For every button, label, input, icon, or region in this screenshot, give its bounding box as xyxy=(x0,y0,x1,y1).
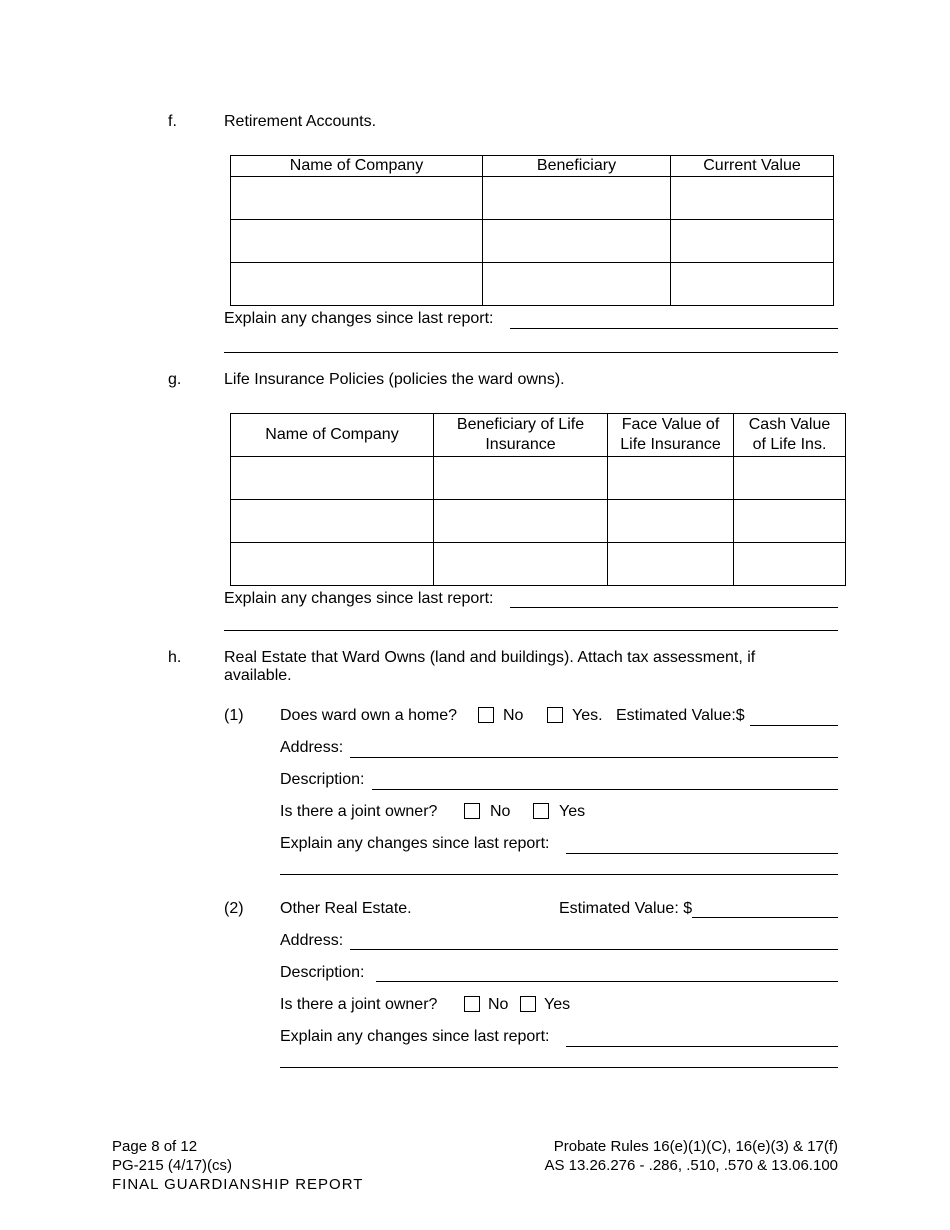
table-cell[interactable] xyxy=(231,457,434,500)
other-joint-no-checkbox[interactable] xyxy=(464,996,480,1012)
section-f-explain-label: Explain any changes since last report: xyxy=(224,310,494,327)
other-joint-no-label: No xyxy=(488,996,509,1013)
section-g-explain-label: Explain any changes since last report: xyxy=(224,590,494,607)
home-address-field[interactable] xyxy=(350,757,838,758)
home-joint-question: Is there a joint owner? xyxy=(280,803,438,820)
item-1-number: (1) xyxy=(224,707,244,724)
other-explain-field[interactable] xyxy=(566,1046,838,1047)
home-address-label: Address: xyxy=(280,739,344,756)
home-explain-label: Explain any changes since last report: xyxy=(280,835,550,852)
table-cell[interactable] xyxy=(671,220,834,263)
table-cell[interactable] xyxy=(608,500,734,543)
table-row xyxy=(231,543,846,586)
table-cell[interactable] xyxy=(734,457,846,500)
home-joint-no-label: No xyxy=(490,803,511,820)
column-header-face-value: Face Value of Life Insurance xyxy=(608,414,734,457)
home-no-checkbox[interactable] xyxy=(478,707,494,723)
life-insurance-table xyxy=(230,413,846,586)
table-cell[interactable] xyxy=(231,220,483,263)
section-g-letter: g. xyxy=(168,371,182,388)
other-description-label: Description: xyxy=(280,964,365,981)
column-header-beneficiary: Beneficiary xyxy=(483,156,671,177)
table-cell[interactable] xyxy=(231,263,483,306)
column-header-current-value: Current Value xyxy=(671,156,834,177)
column-header-beneficiary: Beneficiary of Life Insurance xyxy=(434,414,608,457)
table-cell[interactable] xyxy=(671,177,834,220)
table-cell[interactable] xyxy=(231,500,434,543)
footer-rules-line2: AS 13.26.276 - .286, .510, .570 & 13.06.100 xyxy=(544,1157,838,1174)
table-row xyxy=(231,177,834,220)
section-f-explain-field[interactable] xyxy=(510,328,838,329)
section-f-title: Retirement Accounts. xyxy=(224,113,377,130)
footer-page-number: Page 8 of 12 xyxy=(112,1138,198,1155)
home-explain-field-line2[interactable] xyxy=(280,874,838,875)
section-g-title: Life Insurance Policies (policies the ward owns). xyxy=(224,371,565,388)
other-explain-field-line2[interactable] xyxy=(280,1067,838,1068)
other-description-field[interactable] xyxy=(376,981,838,982)
home-yes-checkbox[interactable] xyxy=(547,707,563,723)
item-2-number: (2) xyxy=(224,900,244,917)
section-h-title-continued: available. xyxy=(224,667,292,684)
table-cell[interactable] xyxy=(734,500,846,543)
home-explain-field[interactable] xyxy=(566,853,838,854)
table-cell[interactable] xyxy=(734,543,846,586)
section-f-explain-field-line2[interactable] xyxy=(224,352,838,353)
other-joint-yes-label: Yes xyxy=(544,996,571,1013)
table-cell[interactable] xyxy=(608,457,734,500)
table-cell[interactable] xyxy=(434,457,608,500)
home-joint-no-checkbox[interactable] xyxy=(464,803,480,819)
table-cell[interactable] xyxy=(231,543,434,586)
table-cell[interactable] xyxy=(231,177,483,220)
table-row xyxy=(231,500,846,543)
home-joint-yes-checkbox[interactable] xyxy=(533,803,549,819)
column-header-company: Name of Company xyxy=(231,156,483,177)
table-header-row xyxy=(231,414,846,457)
footer-form-id: PG-215 (4/17)(cs) xyxy=(112,1157,233,1174)
home-no-label: No xyxy=(503,707,524,724)
table-header-row xyxy=(231,156,834,177)
home-yes-label: Yes. xyxy=(572,707,603,724)
other-value-field[interactable] xyxy=(692,917,838,918)
table-cell[interactable] xyxy=(483,263,671,306)
table-cell[interactable] xyxy=(671,263,834,306)
other-joint-yes-checkbox[interactable] xyxy=(520,996,536,1012)
home-value-label: Estimated Value:$ xyxy=(616,707,745,724)
table-cell[interactable] xyxy=(608,543,734,586)
other-address-label: Address: xyxy=(280,932,344,949)
retirement-accounts-table xyxy=(230,155,834,306)
table-cell[interactable] xyxy=(434,543,608,586)
table-row xyxy=(231,220,834,263)
other-real-estate-title: Other Real Estate. xyxy=(280,900,412,917)
column-header-company: Name of Company xyxy=(231,414,434,457)
section-h-letter: h. xyxy=(168,649,182,666)
home-description-field[interactable] xyxy=(372,789,838,790)
table-row xyxy=(231,263,834,306)
section-g-explain-field-line2[interactable] xyxy=(224,630,838,631)
home-description-label: Description: xyxy=(280,771,365,788)
section-g-explain-field[interactable] xyxy=(510,607,838,608)
section-f-letter: f. xyxy=(168,113,177,130)
column-header-cash-value: Cash Value of Life Ins. xyxy=(734,414,846,457)
table-cell[interactable] xyxy=(434,500,608,543)
home-joint-yes-label: Yes xyxy=(559,803,586,820)
other-explain-label: Explain any changes since last report: xyxy=(280,1028,550,1045)
other-address-field[interactable] xyxy=(350,949,838,950)
home-value-field[interactable] xyxy=(750,725,838,726)
section-h-title: Real Estate that Ward Owns (land and buildings). Attach tax assessment, if xyxy=(224,649,756,666)
other-value-label: Estimated Value: $ xyxy=(559,900,693,917)
other-joint-question: Is there a joint owner? xyxy=(280,996,438,1013)
table-cell[interactable] xyxy=(483,177,671,220)
home-question: Does ward own a home? xyxy=(280,707,457,724)
table-cell[interactable] xyxy=(483,220,671,263)
footer-rules-line1: Probate Rules 16(e)(1)(C), 16(e)(3) & 17(f) xyxy=(553,1138,838,1155)
footer-form-title: FINAL GUARDIANSHIP REPORT xyxy=(112,1176,364,1193)
table-row xyxy=(231,457,846,500)
